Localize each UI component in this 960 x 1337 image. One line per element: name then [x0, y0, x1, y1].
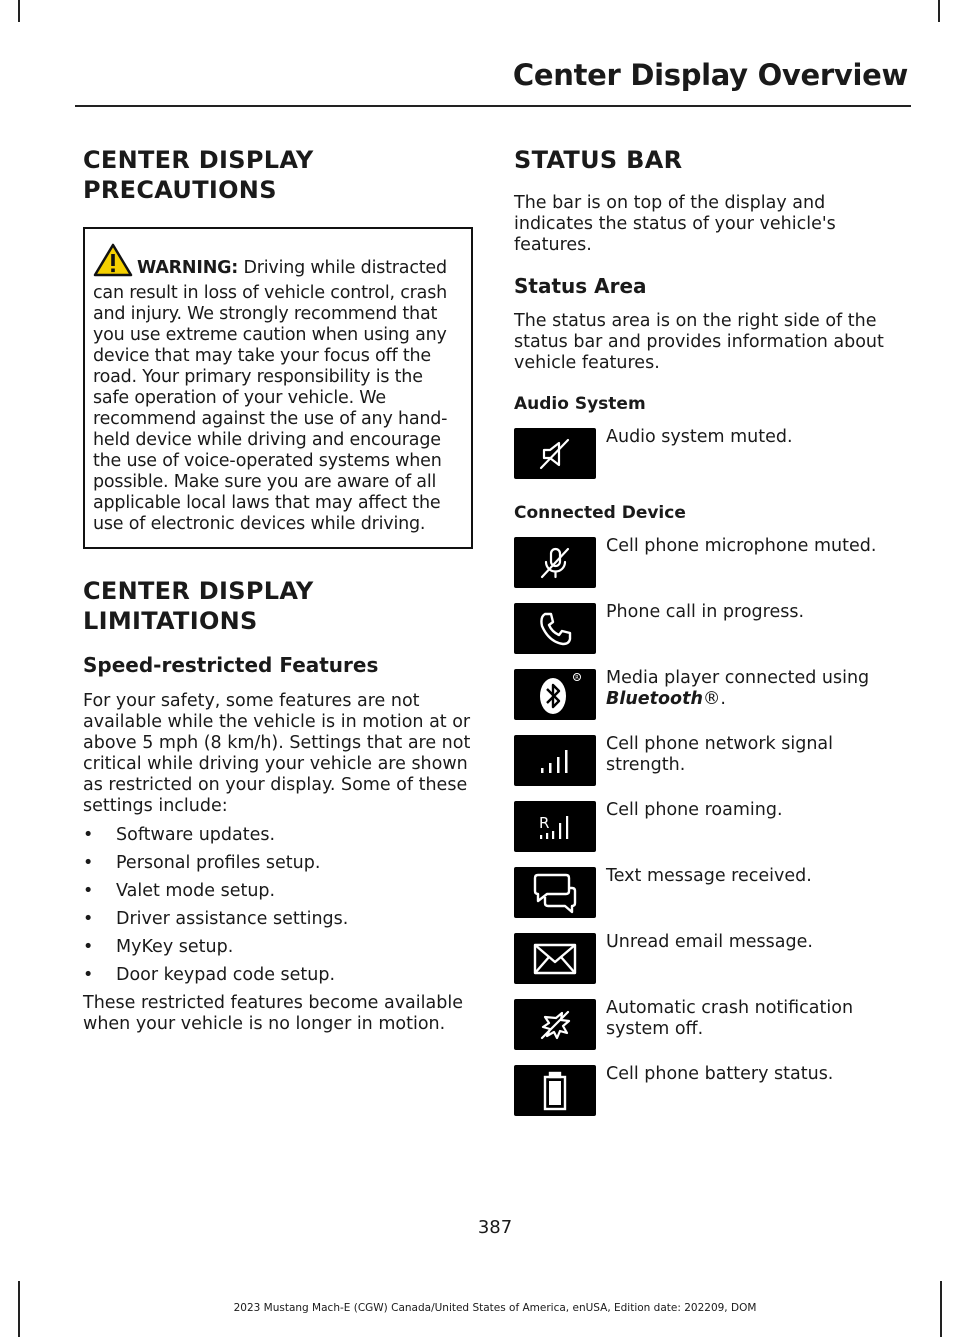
connected-device-heading: Connected Device — [514, 503, 686, 523]
icon-row — [514, 1065, 910, 1131]
list-item: • Software updates. — [83, 825, 473, 846]
precautions-heading: CENTER DISPLAY PRECAUTIONS — [83, 146, 314, 204]
status-bar-intro: The bar is on top of the display and indicates the status of your vehicle's features. — [514, 193, 836, 255]
bluetooth-icon — [514, 669, 596, 720]
icon-description: Cell phone microphone muted. — [606, 536, 877, 556]
bluetooth-brand: Bluetooth — [606, 689, 703, 709]
icon-description: Phone call in progress. — [606, 602, 805, 622]
footer-edition-info: 2023 Mustang Mach-E (CGW) Canada/United States of America, enUSA, Edition date: 202209, DOM — [233, 1302, 757, 1314]
status-area-heading: Status Area — [514, 274, 647, 298]
icon-description: Unread email message. — [606, 932, 813, 952]
icon-row — [514, 999, 910, 1065]
audio-system-heading: Audio System — [514, 394, 646, 414]
header-rule — [75, 105, 911, 107]
warning-box — [83, 227, 473, 549]
list-item: • Driver assistance settings. — [83, 909, 473, 930]
envelope-icon — [514, 933, 596, 984]
icon-row — [514, 801, 910, 867]
bluetooth-text-prefix: Media player connected using — [606, 668, 870, 688]
crash-notification-off-icon — [514, 999, 596, 1050]
crop-mark-top-right — [938, 0, 940, 22]
bluetooth-text-suffix: ®. — [702, 689, 726, 709]
list-item: • MyKey setup. — [83, 937, 473, 958]
speed-restricted-heading: Speed-restricted Features — [83, 653, 379, 677]
icon-description: Automatic crash notification system off. — [606, 998, 854, 1039]
left-column — [83, 145, 473, 1035]
signal-strength-icon — [514, 735, 596, 786]
status-area-text: The status area is on the right side of the status bar and provides information about vehicle features. — [514, 311, 884, 373]
svg-text:R: R — [539, 813, 550, 832]
text-message-icon — [514, 867, 596, 918]
page-number: 387 — [477, 1217, 513, 1238]
warning-label: WARNING: — [137, 258, 239, 278]
crop-mark-top-left — [18, 0, 20, 22]
list-item: • Door keypad code setup. — [83, 965, 473, 986]
limitations-outro: These restricted features become available when your vehicle is no longer in motion. — [83, 993, 463, 1034]
icon-description: Cell phone battery status. — [606, 1064, 834, 1084]
icon-description — [606, 668, 906, 710]
icon-description: Cell phone network signal strength. — [606, 734, 833, 775]
restricted-settings-list — [83, 825, 473, 986]
warning-text: Driving while distracted can result in loss of vehicle control, crash and injury. We strongly recommend that you use extreme caution when using any device that may take your focus off the road. Your primary responsibility is the safe operation of your vehicle. We recommend against the use of any hand-held device while driving and encourage the use of voice-operated systems when possible. Make sure you are aware of all applicable local laws that may affect the use of electronic devices while driving. — [93, 258, 448, 534]
status-bar-heading: STATUS BAR — [514, 146, 683, 174]
warning-triangle-icon — [93, 243, 133, 283]
icon-row — [514, 867, 910, 933]
icon-description: Text message received. — [606, 866, 812, 886]
page-header-title: Center Display Overview — [512, 58, 908, 92]
microphone-muted-icon — [514, 537, 596, 588]
icon-row — [514, 537, 910, 603]
right-column — [514, 145, 910, 1131]
icon-description: Audio system muted. — [606, 427, 793, 447]
battery-icon — [514, 1065, 596, 1116]
icon-row — [514, 933, 910, 999]
limitations-heading: CENTER DISPLAY LIMITATIONS — [83, 577, 314, 635]
phone-icon — [514, 603, 596, 654]
svg-text:R: R — [575, 674, 579, 681]
icon-row — [514, 735, 910, 801]
icon-row — [514, 428, 910, 510]
list-item: • Valet mode setup. — [83, 881, 473, 902]
limitations-intro: For your safety, some features are not available while the vehicle is in motion at or above 5 mph (8 km/h). Settings that are not critical while driving your vehicle are shown as restricted on your display. Some of these settings include: — [83, 691, 471, 816]
icon-description: Cell phone roaming. — [606, 800, 783, 820]
roaming-icon — [514, 801, 596, 852]
icon-row — [514, 669, 910, 735]
list-item: • Personal profiles setup. — [83, 853, 473, 874]
speaker-muted-icon — [514, 428, 596, 479]
icon-row — [514, 603, 910, 669]
